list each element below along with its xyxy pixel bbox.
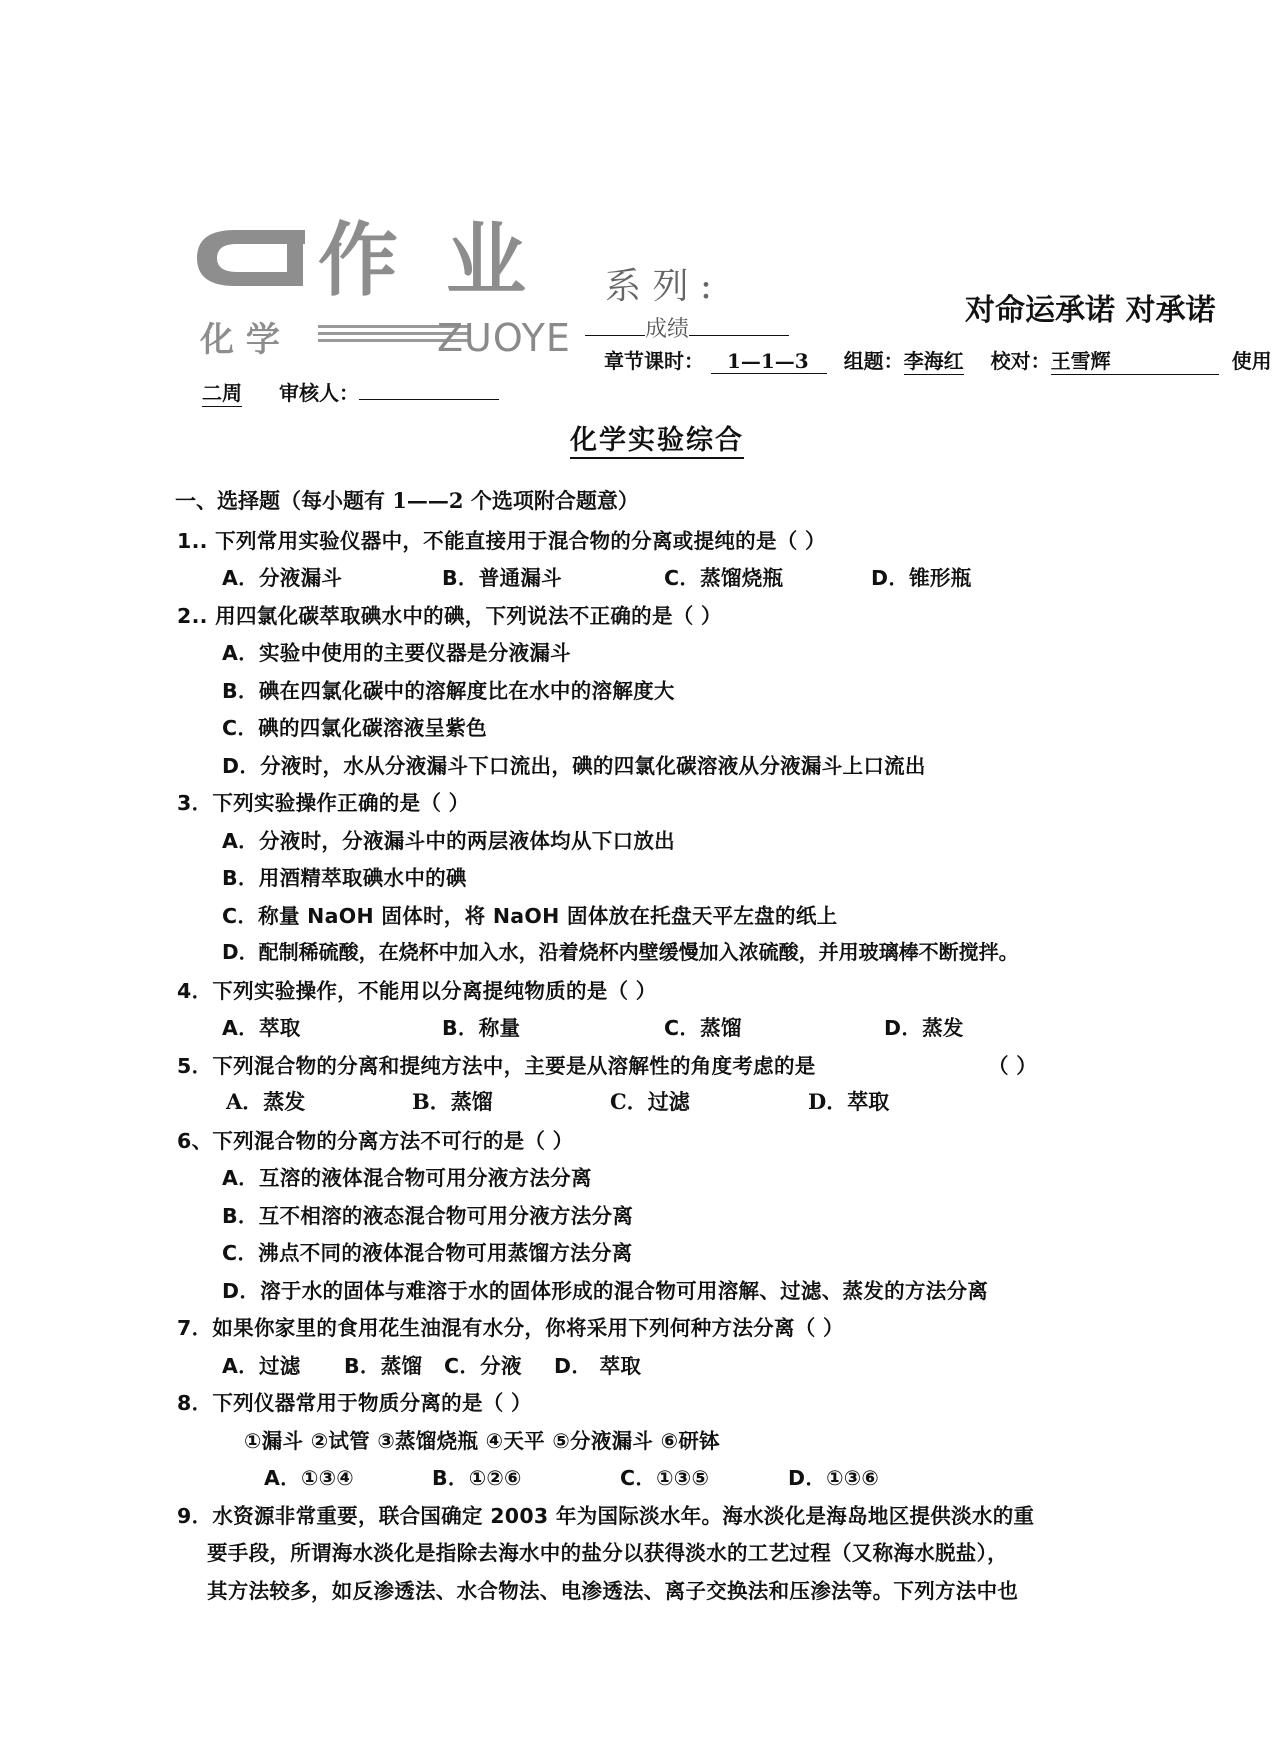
option: D．配制稀硫酸，在烧杯中加入水，沿着烧杯内壁缓慢加入浓硫酸，并用玻璃棒不断搅拌。 xyxy=(222,940,1019,964)
option: B．碘在四氯化碳中的溶解度比在水中的溶解度大 xyxy=(222,679,675,703)
option: A．萃取 xyxy=(222,1016,301,1040)
option: D． 萃取 xyxy=(554,1354,642,1378)
page-title: 化学实验综合 xyxy=(570,418,744,459)
option: C．蒸馏 xyxy=(664,1016,742,1040)
logo-swoosh-icon xyxy=(195,228,315,290)
score-row xyxy=(585,312,789,343)
group-value: 李海红 xyxy=(904,345,964,375)
answer-paren: （ ） xyxy=(988,1054,1038,1078)
chapter-row xyxy=(604,345,1272,375)
option: B．普通漏斗 xyxy=(442,566,562,590)
question-text-line: 要手段，所谓海水淡化是指除去海水中的盐分以获得淡水的工艺过程（又称海水脱盐）， xyxy=(207,1541,1008,1565)
question-stem: 5．下列混合物的分离和提纯方法中，主要是从溶解性的角度考虑的是 xyxy=(177,1054,816,1078)
option: C．碘的四氯化碳溶液呈紫色 xyxy=(222,716,487,740)
question-text-line: 其方法较多，如反渗透法、水合物法、电渗透法、离子交换法和压渗法等。下列方法中也 xyxy=(207,1579,1019,1603)
instrument-list: ①漏斗 ②试管 ③蒸馏烧瓶 ④天平 ⑤分液漏斗 ⑥研钵 xyxy=(244,1429,720,1453)
option: B．称量 xyxy=(442,1016,521,1040)
chapter-label: 章节课时： xyxy=(604,349,704,373)
motto: 对命运承诺 对承诺 xyxy=(965,293,1216,328)
option: A．实验中使用的主要仪器是分液漏斗 xyxy=(222,641,571,665)
reviewer-label: 审核人： xyxy=(278,381,359,405)
question-stem: 8．下列仪器常用于物质分离的是（ ） xyxy=(177,1391,532,1415)
option: D．溶于水的固体与难溶于水的固体形成的混合物可用溶解、过滤、蒸发的方法分离 xyxy=(222,1279,989,1303)
option: A．分液漏斗 xyxy=(222,566,343,590)
question-stem: 2.. 用四氯化碳萃取碘水中的碘，下列说法不正确的是（ ） xyxy=(177,604,722,628)
option: A．过滤 xyxy=(222,1354,301,1378)
score-label: 成绩 xyxy=(645,317,690,342)
logo-subject: 化 学 xyxy=(200,320,280,360)
option: C．①③⑤ xyxy=(620,1466,710,1490)
option: D．分液时，水从分液漏斗下口流出，碘的四氯化碳溶液从分液漏斗上口流出 xyxy=(222,754,926,778)
option: D．锥形瓶 xyxy=(871,566,972,590)
option: A．互溶的液体混合物可用分液方法分离 xyxy=(222,1166,592,1190)
option: B．互不相溶的液态混合物可用分液方法分离 xyxy=(222,1204,634,1228)
option: D．萃取 xyxy=(808,1089,890,1114)
section-heading: 一、选择题（每小题有 1——2 个选项附合题意） xyxy=(175,488,639,513)
option: D．蒸发 xyxy=(884,1016,964,1040)
option: C．蒸馏烧瓶 xyxy=(664,566,784,590)
series-label: 系 列 : xyxy=(605,266,713,307)
question-stem: 7．如果你家里的食用花生油混有水分，你将采用下列何种方法分离（ ） xyxy=(177,1316,844,1340)
chapter-value: 1—1—3 xyxy=(711,349,827,374)
proof-value: 王雪辉 xyxy=(1051,345,1219,375)
option: C．分液 xyxy=(444,1354,522,1378)
logo-zuoye: ZUOYE xyxy=(437,316,571,360)
use-label: 使用 xyxy=(1231,349,1272,373)
option: B．蒸馏 xyxy=(344,1354,423,1378)
option: D．①③⑥ xyxy=(788,1466,880,1490)
option: C．称量 NaOH 固体时，将 NaOH 固体放在托盘天平左盘的纸上 xyxy=(222,904,838,928)
option: B．用酒精萃取碘水中的碘 xyxy=(222,866,467,890)
week-row xyxy=(202,377,499,407)
question-stem: 6、下列混合物的分离方法不可行的是（ ） xyxy=(177,1129,574,1153)
option: B．蒸馏 xyxy=(412,1089,493,1114)
reviewer-blank[interactable] xyxy=(359,399,499,400)
question-text-line: 9．水资源非常重要，联合国确定 2003 年为国际淡水年。海水淡化是海岛地区提供淡水的重 xyxy=(177,1504,1035,1528)
option: C．过滤 xyxy=(610,1089,690,1114)
logo-title: 作 业 xyxy=(318,213,536,307)
option: A．蒸发 xyxy=(226,1089,306,1114)
option: A．①③④ xyxy=(264,1466,354,1490)
group-label: 组题： xyxy=(843,349,904,373)
proof-label: 校对： xyxy=(990,349,1051,373)
score-blank-left[interactable] xyxy=(585,335,645,336)
question-stem: 3．下列实验操作正确的是（ ） xyxy=(177,791,470,815)
week: 二周 xyxy=(202,377,242,407)
option: A．分液时，分液漏斗中的两层液体均从下口放出 xyxy=(222,829,675,853)
option: C．沸点不同的液体混合物可用蒸馏方法分离 xyxy=(222,1241,633,1265)
option: B．①②⑥ xyxy=(432,1466,522,1490)
question-stem: 1.. 下列常用实验仪器中，不能直接用于混合物的分离或提纯的是（ ） xyxy=(177,529,826,553)
question-stem: 4．下列实验操作，不能用以分离提纯物质的是（ ） xyxy=(177,979,657,1003)
score-blank[interactable] xyxy=(689,335,789,336)
